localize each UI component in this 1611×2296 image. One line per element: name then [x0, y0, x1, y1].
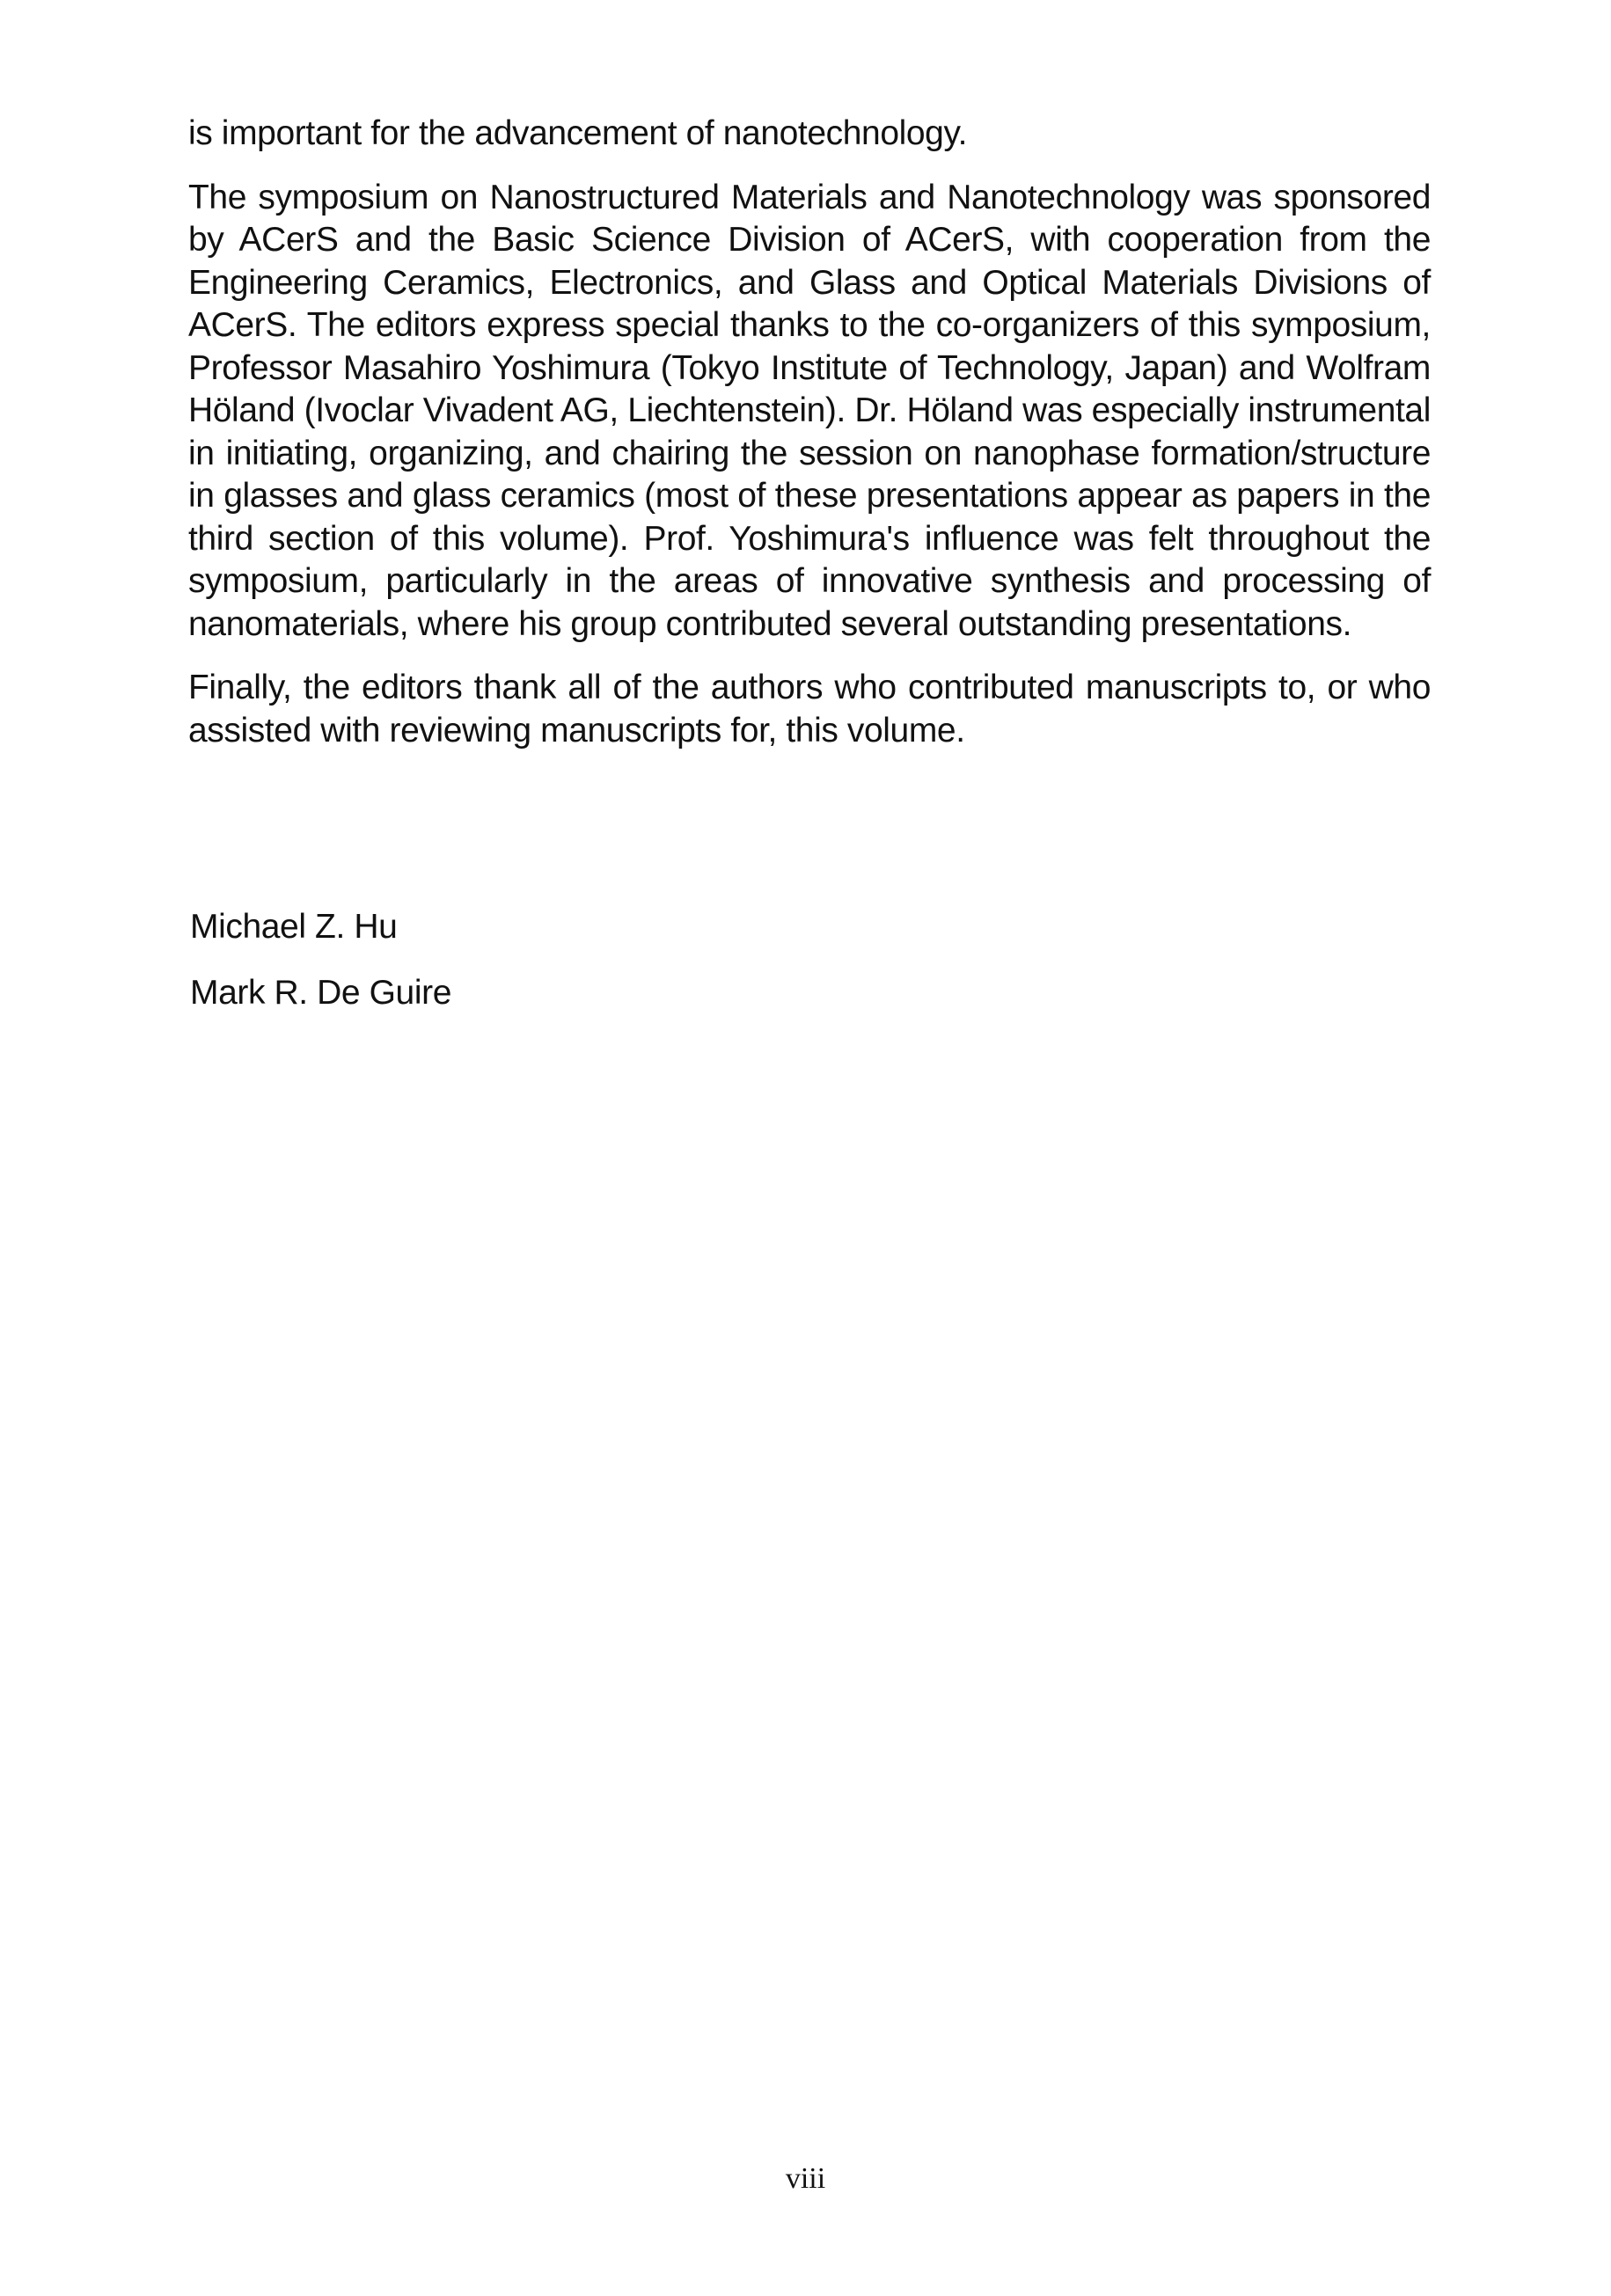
paragraph-symposium-acknowledgment: The symposium on Nanostructured Materials and Nanotechnology was sponsored by ACerS and the Basic Science Division of ACerS, with cooperation from the Engineering Ceramics, Electronics, and Glass and Optical Materials Divisions of ACerS. The editors express special thanks to the co-organizers of this symposium, Professor Masahiro Yoshimura (Tokyo Institute of Technology, Japan) and Wolfram Höland (Ivoclar Vivadent AG, Liechtenstein). Dr. Höland was especially instrumental in initiating, organizing, and chairing the session on nanophase formation/structure in glasses and glass ceramics (most of these presentations appear as papers in the third section of this volume). Prof. Yoshimura's influence was felt throughout the symposium, particularly in the areas of innovative synthesis and processing of nanomaterials, where his group contributed several outstanding presentations. — [188, 178, 1431, 643]
paragraph-authors-thanks: Finally, the editors thank all of the authors who contributed manuscripts to, or who assisted with reviewing manuscripts for, this volume. — [188, 669, 1431, 749]
page-number: viii — [785, 2162, 826, 2195]
body-text — [188, 113, 1431, 773]
editor-name: Michael Z. Hu — [190, 908, 398, 946]
editor-name: Mark R. De Guire — [190, 974, 451, 1012]
editor-signatures — [190, 906, 451, 1038]
paragraph-intro-fragment: is important for the advancement of nanotechnology. — [188, 114, 968, 152]
